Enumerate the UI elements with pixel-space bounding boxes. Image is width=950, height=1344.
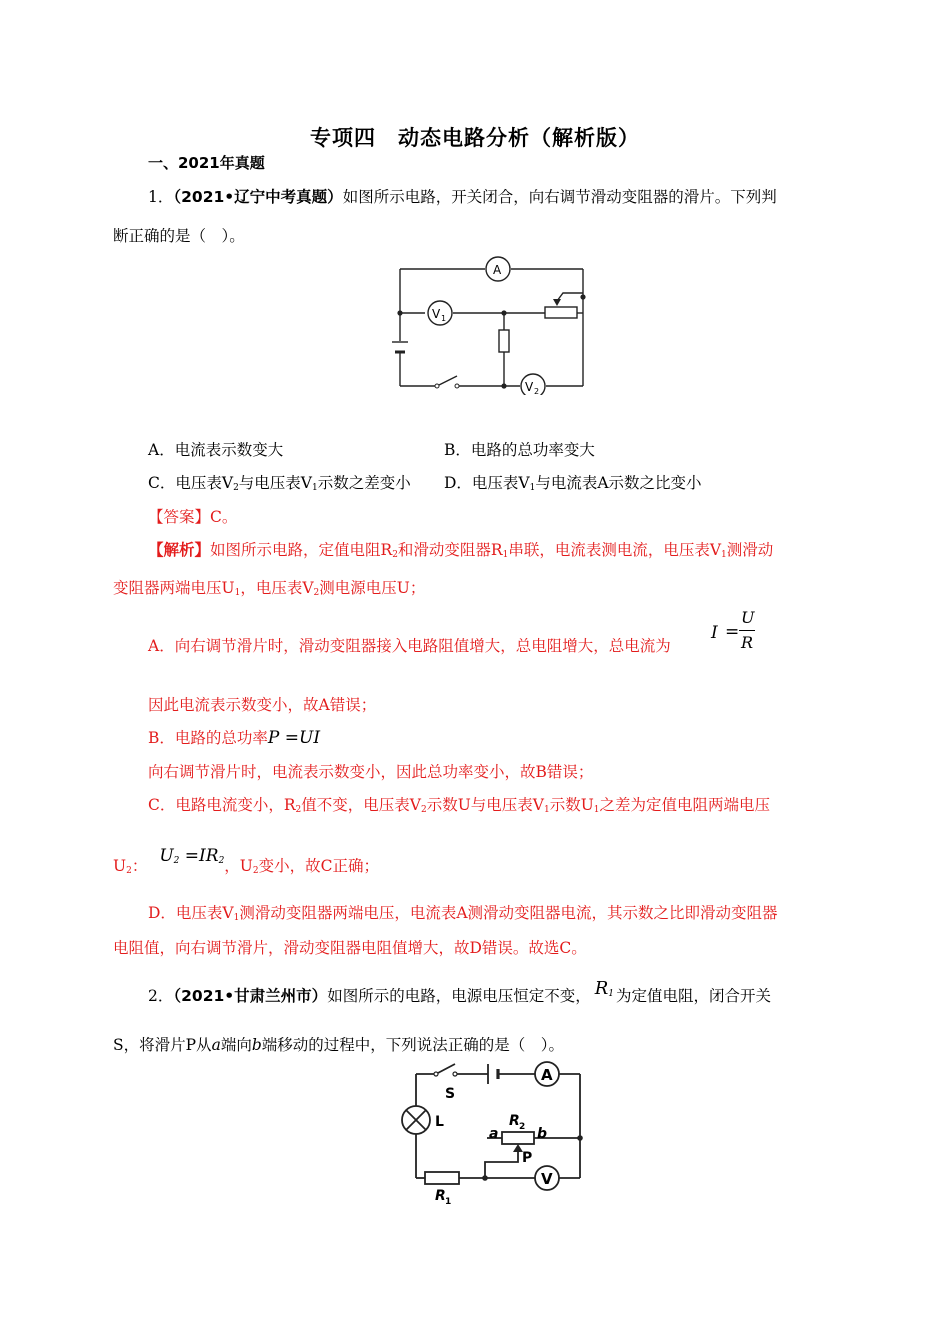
q1-option-a: A．电流表示数变大 [148, 441, 284, 459]
fig2-p-label: P [522, 1150, 533, 1166]
formula-equals: = [725, 622, 740, 642]
exp-sub: 1 [502, 550, 509, 560]
fig2-voltmeter-label: V [541, 1170, 553, 1188]
q1-stem-line2: 断正确的是（ ）。 [113, 227, 245, 245]
formula-ohms-law [711, 608, 761, 654]
formula-i: I [711, 623, 718, 643]
exp-text: U [113, 857, 127, 875]
exp-sub: 2 [420, 805, 427, 815]
exp-text: 和滑动变阻器R [397, 541, 503, 559]
fraction-bar [739, 630, 755, 631]
q1-explanation-line1 [148, 538, 773, 560]
fig2-lamp-label: L [435, 1114, 444, 1130]
q1-explanation-c [148, 793, 770, 815]
q1-option-c-text: C．电压表V [148, 474, 234, 492]
formula-power: P =UI [267, 728, 321, 748]
q1-circuit-diagram [385, 255, 600, 395]
q1-answer: 【答案】C。 [148, 508, 238, 526]
q1-explanation-line2 [113, 576, 425, 598]
fig2-r2-label: R [509, 1113, 520, 1129]
q1-option-d-text: D．电压表V [444, 474, 530, 492]
exp-text: 测电源电压U； [319, 579, 426, 597]
q1-explanation-b [148, 726, 320, 748]
q1-option-c-sub: 1 [312, 483, 318, 493]
q2-stem-text: 端向 [220, 1036, 252, 1054]
q1-explanation-a: A．向右调节滑片时，滑动变阻器接入电路阻值增大，总电阻增大，总电流为 [148, 637, 671, 655]
q1-option-c-text: 示数之差变小 [317, 474, 411, 492]
formula-text: =IR [179, 846, 219, 866]
fig2-r2-sub: 2 [519, 1122, 526, 1132]
q1-option-d [444, 471, 702, 493]
q1-stem-line1 [148, 185, 777, 207]
q1-option-c-text: 与电压表V [238, 474, 312, 492]
q2-stem-text: S，将滑片P从 [113, 1036, 212, 1054]
exp-sub: 2 [392, 550, 398, 560]
exp-text: 测滑动变阻器两端电压，电流表A测滑动变阻器电流，其示数之比即滑动变阻器 [239, 904, 778, 922]
q2-stem-italic: a [211, 1036, 221, 1054]
formula-sub: 2 [173, 856, 180, 866]
fig2-r1-sub: 1 [445, 1197, 452, 1207]
exp-sub: 1 [233, 913, 240, 923]
q1-explanation-d1 [148, 901, 778, 923]
fig1-ammeter-label: A [493, 263, 502, 277]
q1-option-c [148, 471, 411, 493]
formula-denominator: R [741, 633, 754, 652]
fig2-r1-label: R [435, 1188, 446, 1204]
q1-option-d-sub: 1 [529, 483, 536, 493]
exp-sub: 1 [593, 805, 600, 815]
exp-sub: 2 [252, 866, 259, 876]
q1-option-b: B．电路的总功率变大 [444, 441, 595, 459]
q1-stem-text: 如图所示电路，开关闭合，向右调节滑动变阻器的滑片。下列判 [342, 188, 777, 206]
exp-sub: 1 [234, 588, 241, 598]
exp-text: B．电路的总功率 [148, 729, 268, 747]
q2-stem-italic: b [251, 1036, 262, 1054]
q1-option-c-sub: 2 [233, 483, 239, 493]
exp-text: 串联，电流表测电流，电压表V [508, 541, 722, 559]
exp-sub: 2 [126, 866, 132, 876]
formula-text: R [594, 978, 609, 999]
q1-number: 1． [148, 188, 174, 206]
exp-sub: 1 [543, 805, 550, 815]
formula-text: U [159, 846, 174, 866]
q2-stem-text: 端移动的过程中，下列说法正确的是（ ）。 [261, 1036, 565, 1054]
q1-explanation-a2: 因此电流表示数变小，故A错误； [148, 696, 377, 714]
q2-circuit-diagram [395, 1058, 595, 1208]
fig2-switch-label: S [445, 1086, 456, 1102]
formula-r1 [595, 978, 614, 999]
fig2-ammeter-label: A [541, 1066, 553, 1084]
q2-stem-text: 如图所示的电路，电源电压恒定不变， [327, 987, 591, 1005]
q2-stem-line1 [148, 978, 772, 1006]
section-heading: 一、2021年真题 [148, 154, 265, 172]
q1-source: （2021•辽宁中考真题） [173, 188, 343, 206]
formula-u2 [159, 846, 224, 866]
exp-sub: 2 [295, 805, 302, 815]
q1-explanation-d2: 电阻值，向右调节滑片，滑动变阻器电阻值增大，故D错误。故选C。 [113, 939, 587, 957]
explanation-label: 【解析】 [148, 541, 211, 559]
formula-sub: 1 [608, 989, 614, 999]
fig1-v2-sub: 2 [534, 387, 540, 395]
exp-text: 示数U [549, 796, 594, 814]
q2-number: 2． [148, 987, 174, 1005]
fig1-v1-label: V [432, 307, 441, 321]
exp-text: 如图所示电路，定值电阻R [210, 541, 393, 559]
exp-sub: 1 [721, 550, 727, 560]
exp-text: ： [131, 857, 148, 875]
exp-text: ，U [224, 857, 253, 875]
q1-option-d-text: 与电流表A示数之比变小 [535, 474, 702, 492]
exp-text: 之差为定值电阻两端电压 [599, 796, 771, 814]
formula-numerator: U [741, 608, 755, 627]
formula-sub: 2 [218, 856, 225, 866]
exp-text: 值不变，电压表V [301, 796, 421, 814]
fig2-a-label: a [489, 1126, 499, 1142]
exp-text: 示数U与电压表V [426, 796, 544, 814]
q2-source: （2021•甘肃兰州市） [173, 987, 328, 1005]
fig2-b-label: b [537, 1126, 548, 1142]
page-title: 专项四 动态电路分析（解析版） [310, 126, 640, 150]
q1-explanation-b2: 向右调节滑片时，电流表示数变小，因此总功率变小，故B错误； [148, 763, 594, 781]
q1-explanation-c2 [113, 846, 379, 876]
exp-text: 变阻器两端电压U [113, 579, 235, 597]
exp-text: D．电压表V [148, 904, 234, 922]
fig1-v1-sub: 1 [441, 314, 447, 323]
q2-stem-text: 为定值电阻，闭合开关 [616, 987, 772, 1005]
exp-text: C．电路电流变小，R [148, 796, 296, 814]
fig1-v2-label: V [525, 380, 534, 394]
exp-text: ，电压表V [240, 579, 314, 597]
exp-sub: 2 [313, 588, 320, 598]
q2-stem-line2 [113, 1033, 564, 1055]
exp-text: 变小，故C正确； [258, 857, 379, 875]
exp-text: 测滑动 [726, 541, 774, 559]
